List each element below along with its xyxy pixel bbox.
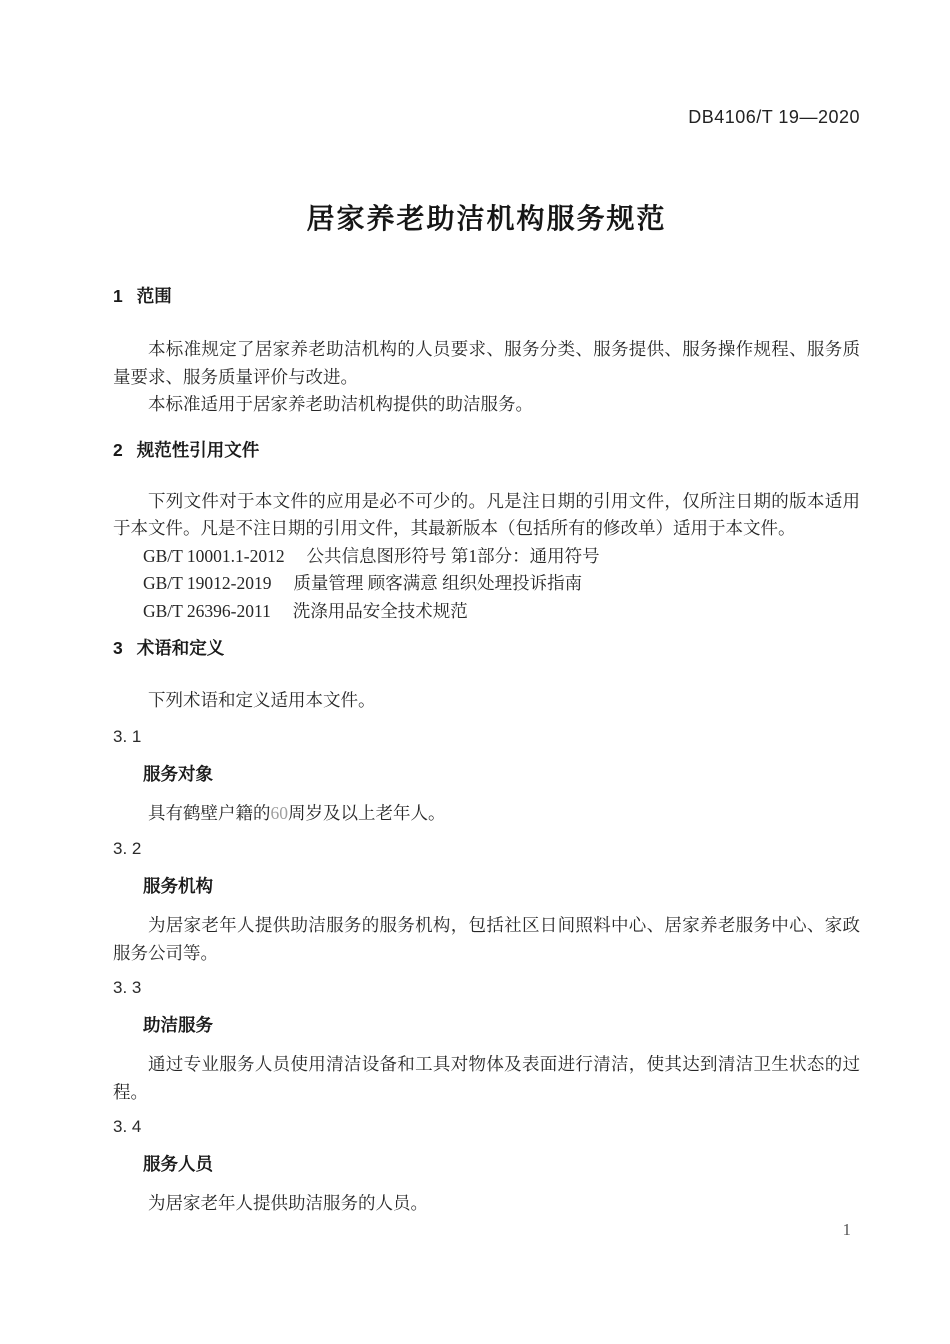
section-3-intro: 下列术语和定义适用本文件。 <box>148 690 376 710</box>
reference-item: GB/T 19012-2019 质量管理 顾客满意 组织处理投诉指南 <box>143 573 583 593</box>
section-2-title: 规范性引用文件 <box>136 439 260 460</box>
term-3-2-definition: 为居家老年人提供助洁服务的服务机构，包括社区日间照料中心、居家养老服务中心、家政服务公司等。 <box>113 915 860 963</box>
term-3-1-definition <box>113 800 860 828</box>
section-2-number: 2 <box>113 439 123 460</box>
term-3-4-name: 服务人员 <box>143 1154 213 1174</box>
term-3-4-definition: 为居家老年人提供助洁服务的人员。 <box>148 1193 428 1213</box>
section-1-paragraph-2: 本标准适用于居家养老助洁机构提供的助洁服务。 <box>148 394 533 414</box>
section-1-number: 1 <box>113 286 123 306</box>
document-title: 居家养老助洁机构服务规范 <box>306 203 667 234</box>
page-content <box>0 106 950 1218</box>
term-3-3-definition: 通过专业服务人员使用清洁设备和工具对物体及表面进行清洁，使其达到清洁卫生状态的过程。 <box>113 1054 860 1102</box>
term-3-3-number: 3. 3 <box>113 978 142 997</box>
reference-item: GB/T 10001.1-2012 公共信息图形符号 第1部分：通用符号 <box>143 545 600 566</box>
term-3-2-name: 服务机构 <box>143 876 213 896</box>
term-3-1-number: 3. 1 <box>113 726 142 746</box>
term-3-2-number: 3. 2 <box>113 839 142 858</box>
term-3-1-definition-faded-number: 60 <box>270 802 288 823</box>
section-2-intro: 下列文件对于本文件的应用是必不可少的。凡是注日期的引用文件，仅所注日期的版本适用于本文件。凡是不注日期的引用文件，其最新版本（包括所有的修改单）适用于本文件。 <box>113 490 860 538</box>
section-1-paragraph-1: 本标准规定了居家养老助洁机构的人员要求、服务分类、服务提供、服务操作规程、服务质量要求、服务质量评价与改进。 <box>113 339 860 387</box>
section-3-title: 术语和定义 <box>136 638 225 658</box>
section-1-heading <box>113 286 860 306</box>
term-3-3-name: 助洁服务 <box>143 1015 213 1035</box>
standard-code: DB4106/T 19—2020 <box>688 107 860 127</box>
term-3-1-definition-prefix: 具有鹤壁户籍的 <box>148 802 271 823</box>
section-3-heading <box>113 638 860 658</box>
page-number: 1 <box>842 1220 851 1239</box>
term-3-1-definition-suffix: 周岁及以上老年人。 <box>288 802 446 823</box>
section-3-number: 3 <box>113 638 123 658</box>
term-3-4-number: 3. 4 <box>113 1117 142 1136</box>
section-2-heading <box>113 440 860 460</box>
term-3-1-name: 服务对象 <box>143 763 213 784</box>
reference-item: GB/T 26396-2011 洗涤用品安全技术规范 <box>143 600 468 621</box>
section-1-title: 范围 <box>136 286 172 306</box>
